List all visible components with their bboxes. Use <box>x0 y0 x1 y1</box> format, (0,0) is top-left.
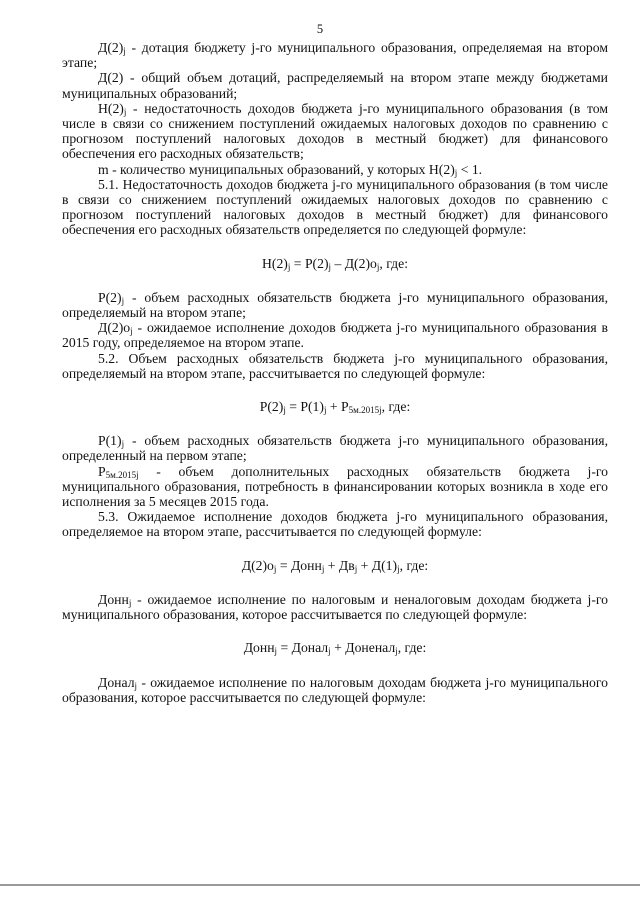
definition-paragraph: Донн$_j$ - ожидаемое исполнение по налоговым и неналоговым доходам бюджета j-го муниципального образования, которое рассчитывается по следующей формуле: <box>62 591 608 623</box>
definition-paragraph: Д(2) - общий объем дотаций, распределяемый на втором этапе между бюджетами муниципальных образований; <box>62 70 608 101</box>
definition-paragraph: $Н(2)_j$ - недостаточность доходов бюджета j-го муниципального образования (в том числе в связи со снижением поступлений ожидаемых налоговых доходов по сравнению с прогнозом поступлений налоговых доходов в местный бюджет) для финансового обеспечения его расходных обязательств; <box>62 100 608 162</box>
body-paragraph: 5.1. Недостаточность доходов бюджета j-го муниципального образования (в том числе в связи со снижением поступлений ожидаемых налоговых доходов по сравнению с прогнозом поступлений налоговых доходов в местный бюджет) для финансового обеспечения его расходных обязательств определяется по следующей формуле: <box>62 176 608 238</box>
document-body <box>62 40 608 705</box>
scan-edge-divider <box>0 884 640 886</box>
definition-paragraph: $Р(2)_j$ - объем расходных обязательств бюджета j-го муниципального образования, определяемый на втором этапе; <box>62 289 608 321</box>
definition-paragraph: $Р(1)_j$ - объем расходных обязательств бюджета j-го муниципального образования, определенный на первом этапе; <box>62 433 608 464</box>
definition-paragraph: $Д(2)о_j$ - ожидаемое исполнение доходов бюджета j-го муниципального образования в 2015 году, определяемое на втором этапе. <box>62 320 608 351</box>
body-paragraph: 5.3. Ожидаемое исполнение доходов бюджета j-го муниципального образования, определяемое на втором этапе, рассчитывается по следующей формуле: <box>62 509 608 540</box>
formula: $Д(2)о_j$ = Донн$_j$ + $Дв_j + Д(1)_j$, где: <box>241 557 429 574</box>
formula: $Н(2)_j = Р(2)_j - Д(2)о_j$, где: <box>262 255 408 272</box>
definition-paragraph: Донал$_j$ - ожидаемое исполнение по налоговым доходам бюджета j-го муниципального образования, которое рассчитывается по следующей формуле: <box>62 674 608 705</box>
definition-paragraph: m - количество муниципальных образований, у которых $Н(2)_j < 1$. <box>98 161 483 178</box>
formula: $Р(2)_j = Р(1)_j + Р_{5м.2015j}$, где: <box>259 399 411 416</box>
body-paragraph: 5.2. Объем расходных обязательств бюджета j-го муниципального образования, определяемый на втором этапе, рассчитывается по следующей формуле: <box>62 350 608 381</box>
definition-paragraph: $Р_{5м.2015j}$ - объем дополнительных расходных обязательств бюджета j-го муниципального образования, потребность в финансировании которых возникла в ходе его исполнения за 5 месяцев 2015 года. <box>62 463 608 510</box>
page-number: 5 <box>316 22 324 36</box>
formula: Донн$_j$ = Донал$_j$ + Доненал$_j$, где: <box>243 640 427 657</box>
definition-paragraph: $Д(2)_j$ - дотация бюджету j-го муниципального образования, определяемая на втором этапе; <box>62 40 608 71</box>
